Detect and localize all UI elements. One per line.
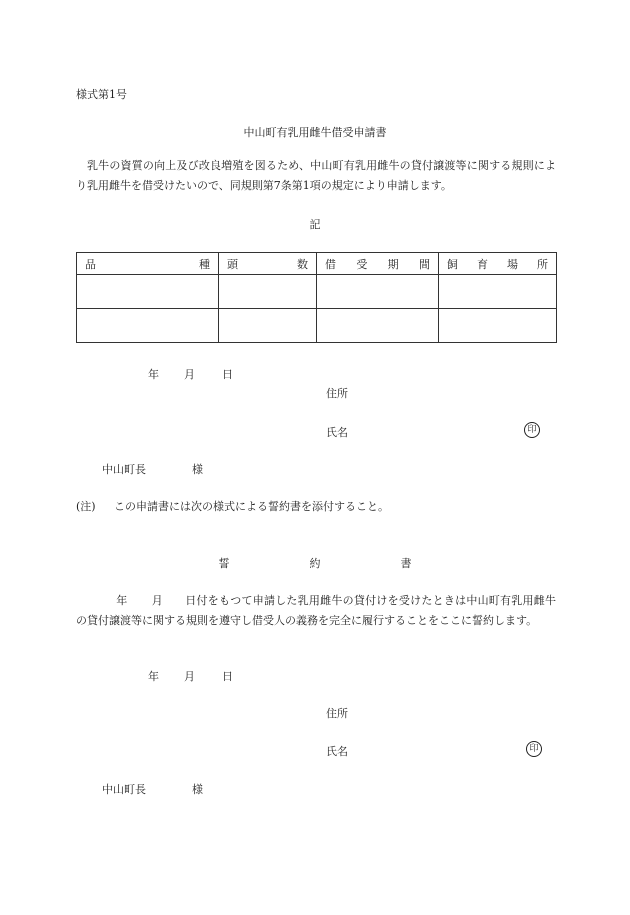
date-day: 日 [222,670,233,683]
date-year: 年 [148,670,159,683]
date-year: 年 [148,368,159,381]
header-char: 品 [85,257,96,271]
header-char: 期 [387,257,399,271]
header-char: 頭 [227,257,238,271]
table-cell[interactable] [439,309,557,343]
honorific: 様 [192,783,203,796]
table-header-row [77,253,557,275]
header-char: 場 [507,257,518,271]
header-char: 種 [199,257,210,271]
application-body: 乳牛の資質の向上及び改良増殖を図るため、中山町有乳用雌牛の貸付譲渡等に関する規則により乳用雌牛を借受けたいので、同規則第7条第1項の規定により申請します。 [76,159,556,192]
mayor-label: 中山町長 [102,463,146,476]
form-number: 様式第1号 [76,88,127,101]
date-month: 月 [184,670,195,683]
oath-seal-mark: 印 [526,741,542,757]
oath-title-char: 約 [309,557,321,570]
mayor-label: 中山町長 [102,783,146,796]
oath-date [148,668,233,684]
application-date [148,366,233,382]
table-cell[interactable] [219,275,317,309]
header-char: 受 [356,257,368,271]
header-loan-period [317,253,439,275]
table-cell[interactable] [77,309,219,343]
seal-mark: 印 [524,422,540,438]
table-row [77,275,557,309]
oath-body [76,591,556,631]
table-cell[interactable] [77,275,219,309]
table-cell[interactable] [439,275,557,309]
date-day: 日 [222,368,233,381]
header-rearing-place [439,253,557,275]
address-label: 住所 [326,387,348,400]
oath-title [0,555,630,571]
oath-title-char: 誓 [218,557,230,570]
table-row [77,309,557,343]
livestock-table [76,252,557,343]
table-cell[interactable] [219,309,317,343]
table-cell[interactable] [317,275,439,309]
header-head-count [219,253,317,275]
oath-name-label: 氏名 [326,745,348,758]
oath-mayor-addressee [102,781,203,797]
note [76,498,389,514]
oath-year: 年 [116,594,128,607]
oath-body-text: 日付をもつて申請した乳用雌牛の貸付けを受けたときは中山町有乳用雌牛の貸付譲渡等に関する規則を遵守し借受人の義務を完全に履行することをここに誓約します。 [76,594,557,627]
table-cell[interactable] [317,309,439,343]
header-char: 数 [297,257,308,271]
header-breed [77,253,219,275]
mayor-addressee [102,461,203,477]
header-char: 借 [325,257,336,271]
header-char: 飼 [447,257,458,271]
oath-month: 月 [151,594,163,607]
honorific: 様 [192,463,203,476]
oath-title-char: 書 [400,557,412,570]
oath-address-label: 住所 [326,707,348,720]
application-title: 中山町有乳用雌牛借受申請書 [243,126,387,139]
header-char: 育 [477,257,488,271]
header-char: 所 [537,257,548,271]
note-label: (注) [76,500,96,513]
note-text: この申請書には次の様式による誓約書を添付すること。 [114,500,389,513]
header-char: 間 [418,257,430,271]
ki-heading: 記 [309,218,321,231]
date-month: 月 [184,368,195,381]
name-label: 氏名 [326,426,348,439]
